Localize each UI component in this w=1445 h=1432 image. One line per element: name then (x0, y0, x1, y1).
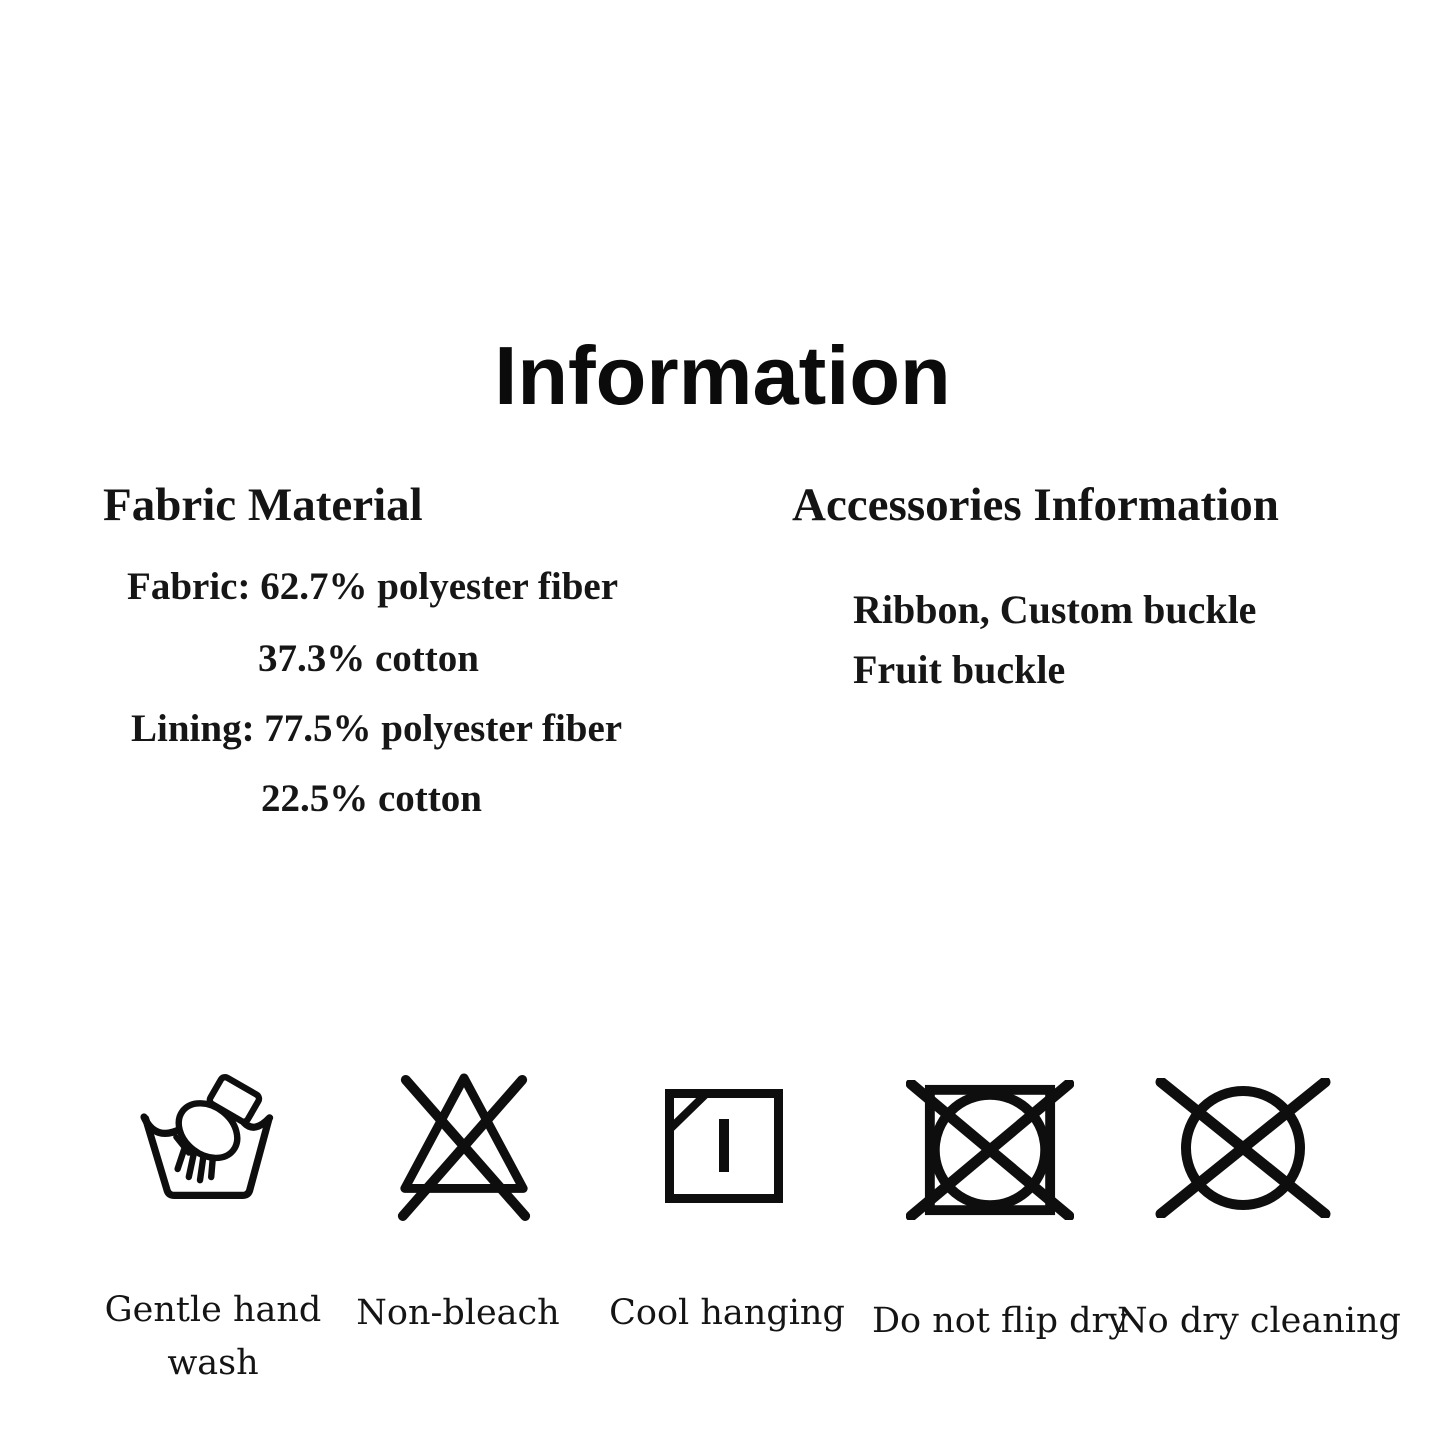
no-dry-cleaning-icon (1152, 1078, 1334, 1218)
accessories-line: Ribbon, Custom buckle (853, 587, 1257, 632)
accessories-information-heading: Accessories Information (792, 479, 1279, 531)
cool-hanging-icon (664, 1088, 784, 1204)
do-not-tumble-dry-icon (906, 1080, 1074, 1220)
hand-wash-icon (128, 1072, 288, 1218)
fabric-line: Lining: 77.5% polyester fiber (131, 707, 623, 750)
care-label: Non-bleach (356, 1293, 560, 1333)
fabric-line: 37.3% cotton (258, 637, 479, 680)
fabric-line: Fabric: 62.7% polyester fiber (127, 565, 619, 608)
care-label: Do not flip dry (871, 1301, 1129, 1341)
care-label: No dry cleaning (1117, 1301, 1401, 1341)
accessories-line: Fruit buckle (853, 647, 1066, 692)
fabric-line: 22.5% cotton (261, 777, 482, 820)
care-label: Cool hanging (609, 1293, 845, 1333)
care-label: Gentle hand wash (104, 1290, 322, 1383)
fabric-material-heading: Fabric Material (103, 479, 423, 531)
page-title: Information (494, 329, 951, 422)
no-bleach-icon (390, 1068, 538, 1222)
